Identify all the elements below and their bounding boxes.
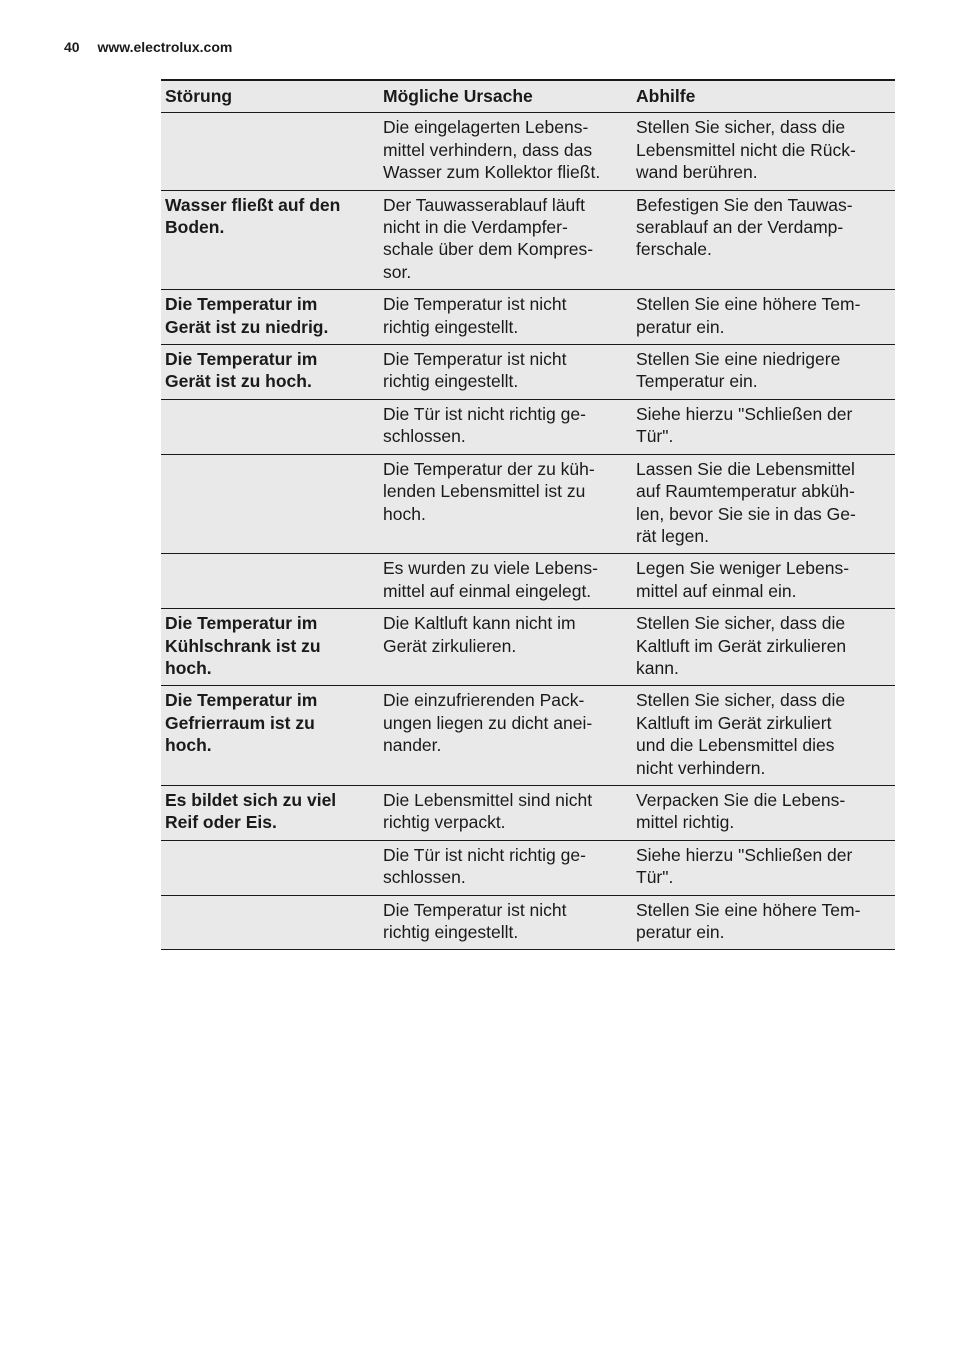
fault-cell	[161, 399, 379, 454]
fault-cell: Die Temperatur im Gerät ist zu hoch.	[161, 345, 379, 400]
table-row	[161, 113, 895, 190]
cause-cell: Die einzufrierenden Pack- ungen liegen zu dicht anei- nander.	[379, 686, 632, 786]
troubleshooting-table	[161, 79, 895, 950]
remedy-cell: Stellen Sie sicher, dass die Lebensmittel nicht die Rück- wand berühren.	[632, 113, 895, 190]
remedy-cell: Stellen Sie eine höhere Tem- peratur ein.	[632, 895, 895, 950]
cause-cell: Die Tür ist nicht richtig ge- schlossen.	[379, 840, 632, 895]
fault-cell	[161, 554, 379, 609]
remedy-cell: Lassen Sie die Lebensmittel auf Raumtemperatur abküh- len, bevor Sie sie in das Ge- rät legen.	[632, 454, 895, 554]
fault-cell: Wasser fließt auf den Boden.	[161, 190, 379, 290]
remedy-cell: Stellen Sie eine niedrigere Temperatur ein.	[632, 345, 895, 400]
remedy-cell: Stellen Sie sicher, dass die Kaltluft im Gerät zirkuliert und die Lebensmittel dies nicht verhindern.	[632, 686, 895, 786]
cause-cell: Es wurden zu viele Lebens- mittel auf einmal eingelegt.	[379, 554, 632, 609]
table-row	[161, 609, 895, 686]
fault-cell: Es bildet sich zu viel Reif oder Eis.	[161, 785, 379, 840]
table-body	[161, 113, 895, 950]
remedy-cell: Verpacken Sie die Lebens- mittel richtig.	[632, 785, 895, 840]
column-header-cause: Mögliche Ursache	[379, 80, 632, 113]
column-header-fault: Störung	[161, 80, 379, 113]
column-header-remedy: Abhilfe	[632, 80, 895, 113]
fault-cell	[161, 454, 379, 554]
cause-cell: Die Kaltluft kann nicht im Gerät zirkulieren.	[379, 609, 632, 686]
remedy-cell: Legen Sie weniger Lebens- mittel auf einmal ein.	[632, 554, 895, 609]
fault-cell	[161, 840, 379, 895]
table-row	[161, 454, 895, 554]
remedy-cell: Siehe hierzu "Schließen der Tür".	[632, 840, 895, 895]
table-row	[161, 190, 895, 290]
table-header-row	[161, 80, 895, 113]
cause-cell: Die Temperatur ist nicht richtig eingestellt.	[379, 290, 632, 345]
fault-cell: Die Temperatur im Gerät ist zu niedrig.	[161, 290, 379, 345]
remedy-cell: Stellen Sie sicher, dass die Kaltluft im Gerät zirkulieren kann.	[632, 609, 895, 686]
fault-cell	[161, 895, 379, 950]
cause-cell: Die Temperatur ist nicht richtig eingestellt.	[379, 895, 632, 950]
cause-cell: Die Temperatur der zu küh- lenden Lebensmittel ist zu hoch.	[379, 454, 632, 554]
table-row	[161, 895, 895, 950]
table-row	[161, 345, 895, 400]
table-row	[161, 686, 895, 786]
table-row	[161, 399, 895, 454]
table-row	[161, 554, 895, 609]
remedy-cell: Siehe hierzu "Schließen der Tür".	[632, 399, 895, 454]
table-header	[161, 80, 895, 113]
remedy-cell: Stellen Sie eine höhere Tem- peratur ein.	[632, 290, 895, 345]
website-url: www.electrolux.com	[97, 39, 233, 55]
cause-cell: Die eingelagerten Lebens- mittel verhindern, dass das Wasser zum Kollektor fließt.	[379, 113, 632, 190]
remedy-cell: Befestigen Sie den Tauwas- serablauf an der Verdamp- ferschale.	[632, 190, 895, 290]
cause-cell: Die Temperatur ist nicht richtig eingestellt.	[379, 345, 632, 400]
table-row	[161, 840, 895, 895]
page-number: 40	[64, 39, 80, 55]
fault-cell	[161, 113, 379, 190]
cause-cell: Die Tür ist nicht richtig ge- schlossen.	[379, 399, 632, 454]
table-row	[161, 785, 895, 840]
table-row	[161, 290, 895, 345]
fault-cell: Die Temperatur im Gefrierraum ist zu hoch.	[161, 686, 379, 786]
page-header	[64, 39, 232, 55]
fault-cell: Die Temperatur im Kühlschrank ist zu hoch.	[161, 609, 379, 686]
cause-cell: Der Tauwasserablauf läuft nicht in die Verdampfer- schale über dem Kompres- sor.	[379, 190, 632, 290]
cause-cell: Die Lebensmittel sind nicht richtig verpackt.	[379, 785, 632, 840]
